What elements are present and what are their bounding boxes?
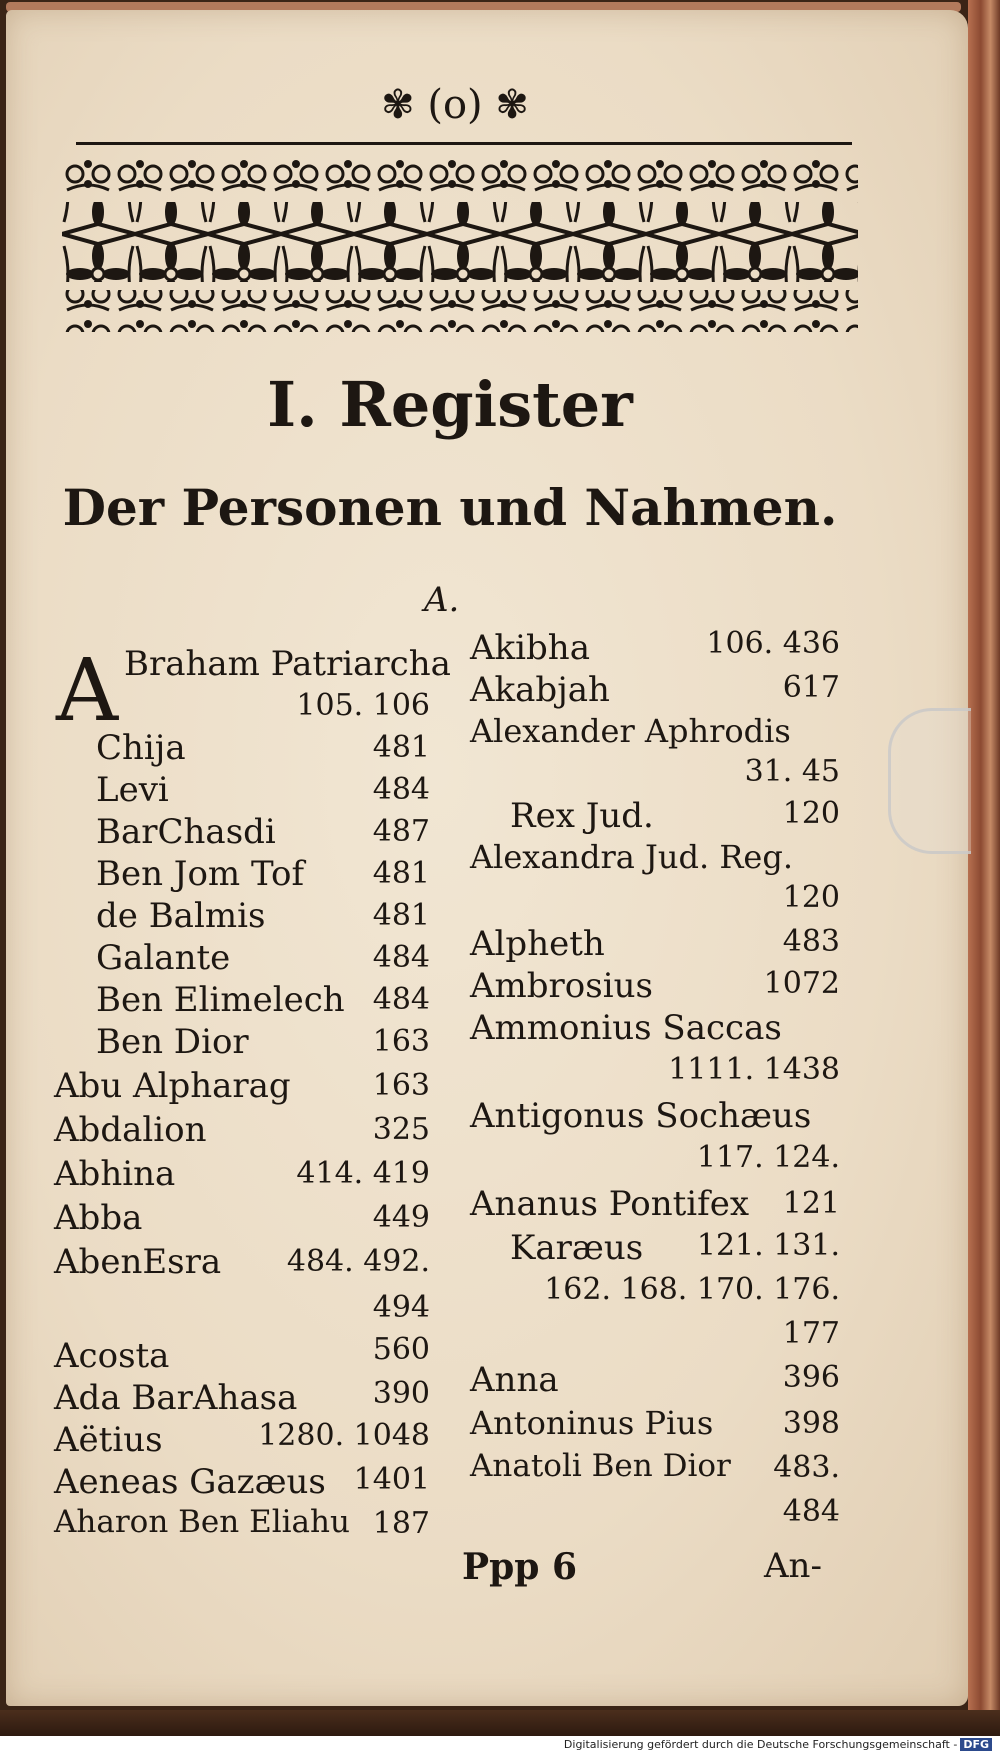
index-entry-pages: 390 <box>372 1376 430 1411</box>
index-entry-name: Antoninus Pius <box>470 1404 714 1442</box>
index-entry-name: Alpheth <box>470 924 605 964</box>
index-entry-pages: 560 <box>372 1332 430 1367</box>
index-entry-name: Aeneas Gazæus <box>54 1462 326 1502</box>
index-entry-pages: 484. 492. <box>286 1244 430 1279</box>
index-entry-pages: 121 <box>782 1186 840 1221</box>
index-entry-pages: 120 <box>782 880 840 915</box>
flower-ornament-icon: ✾ <box>381 82 415 128</box>
index-entry-pages: 484 <box>782 1494 840 1529</box>
index-entry-name: Akabjah <box>470 670 610 710</box>
index-entry-pages: 1401 <box>353 1462 430 1497</box>
index-entry-pages: 177 <box>782 1316 840 1351</box>
index-entry-pages: 483. <box>773 1450 840 1485</box>
printer-signature: Ppp 6 <box>462 1546 577 1588</box>
page-header <box>320 82 590 128</box>
index-entry-name: Abhina <box>54 1154 176 1194</box>
bookmark-clip <box>888 708 971 854</box>
book-edge <box>968 0 1000 1710</box>
catchword: An- <box>764 1546 822 1586</box>
book-bottom-edge <box>0 1710 1000 1736</box>
index-entry-name: Rex Jud. <box>510 796 654 836</box>
index-entry-name: Anna <box>470 1360 559 1400</box>
index-entry-name: Ben Dior <box>96 1022 249 1062</box>
page-title: I. Register <box>267 368 633 441</box>
index-entry-name: BarChasdi <box>96 812 276 852</box>
drop-cap: A <box>56 641 119 741</box>
index-entry-name: Abu Alpharag <box>54 1066 291 1106</box>
flower-ornament-icon: ✾ <box>495 82 529 128</box>
index-entry-pages: 325 <box>372 1112 430 1147</box>
index-entry-pages: 484 <box>372 772 430 807</box>
index-entry-pages: 163 <box>372 1068 430 1103</box>
index-entry-pages: 1280. 1048 <box>258 1418 430 1453</box>
index-entry-pages: 484 <box>372 982 430 1017</box>
index-entry-pages: 1111. 1438 <box>668 1052 840 1087</box>
index-entry-pages: 162. 168. 170. 176. <box>544 1272 840 1307</box>
index-entry-name: Alexandra Jud. Reg. <box>470 838 793 876</box>
index-entry-pages: 31. 45 <box>744 754 840 789</box>
index-entry-pages: 120 <box>782 796 840 831</box>
index-entry-pages: 414. 419 <box>296 1156 430 1191</box>
index-entry-name: Abba <box>54 1198 143 1238</box>
index-entry-pages: 106. 436 <box>706 626 840 661</box>
index-entry-pages: 483 <box>782 924 840 959</box>
index-entry-pages: 494 <box>372 1290 430 1325</box>
header-rule <box>76 142 852 145</box>
index-entry-name: Ben Jom Tof <box>96 854 305 894</box>
index-entry-pages: 396 <box>782 1360 840 1395</box>
index-entry-pages: 1072 <box>763 966 840 1001</box>
index-entry-name: Antigonus Sochæus <box>470 1096 812 1136</box>
index-entry-pages: 163 <box>372 1024 430 1059</box>
index-entry-name: Ambrosius <box>470 966 653 1006</box>
index-entry-name: Akibha <box>470 628 590 668</box>
index-entry-name: Aëtius <box>54 1420 163 1460</box>
index-entry-pages: 481 <box>372 730 430 765</box>
index-entry-name: Chija <box>96 728 186 768</box>
page-marker: (o) <box>427 82 483 128</box>
index-entry-name: Ben Elimelech <box>96 980 345 1020</box>
index-entry-name: de Balmis <box>96 896 266 936</box>
index-entry-name: Aharon Ben Eliahu <box>54 1504 350 1540</box>
index-entry-pages: 484 <box>372 940 430 975</box>
digitization-credit <box>0 1736 1000 1754</box>
index-entry-name: Anatoli Ben Dior <box>470 1448 731 1484</box>
index-entry-name: Ammonius Saccas <box>470 1008 782 1048</box>
section-letter: A. <box>424 580 460 620</box>
index-entry-name: Levi <box>96 770 169 810</box>
index-entry-name: Ada BarAhasa <box>54 1378 298 1418</box>
index-entry-name: AbenEsra <box>54 1242 222 1282</box>
credit-text: Digitalisierung gefördert durch die Deutsche Forschungsgemeinschaft - <box>563 1738 958 1751</box>
index-entry-pages: 481 <box>372 898 430 933</box>
index-entry-name: Acosta <box>54 1336 170 1376</box>
index-entry-pages: 187 <box>372 1506 430 1541</box>
index-entry-name: Braham Patriarcha <box>124 644 451 684</box>
page-subtitle: Der Personen und Nahmen. <box>62 478 838 537</box>
index-entry-pages: 481 <box>372 856 430 891</box>
index-entry-pages: 487 <box>372 814 430 849</box>
index-entry-pages: 398 <box>782 1406 840 1441</box>
index-entry-name: Alexander Aphrodis <box>470 712 791 750</box>
index-entry-name: Karæus <box>510 1228 644 1268</box>
index-entry-pages: 617 <box>782 670 840 705</box>
index-entry-pages: 121. 131. <box>696 1228 840 1263</box>
index-entry-pages: 117. 124. <box>696 1140 840 1175</box>
ornamental-band <box>62 154 858 334</box>
index-entry-name: Galante <box>96 938 231 978</box>
index-entry-name: Abdalion <box>54 1110 207 1150</box>
index-entry-pages: 105. 106 <box>296 688 430 723</box>
index-entry-pages: 449 <box>372 1200 430 1235</box>
dfg-logo: DFG <box>960 1738 992 1751</box>
index-entry-name: Ananus Pontifex <box>470 1184 750 1224</box>
